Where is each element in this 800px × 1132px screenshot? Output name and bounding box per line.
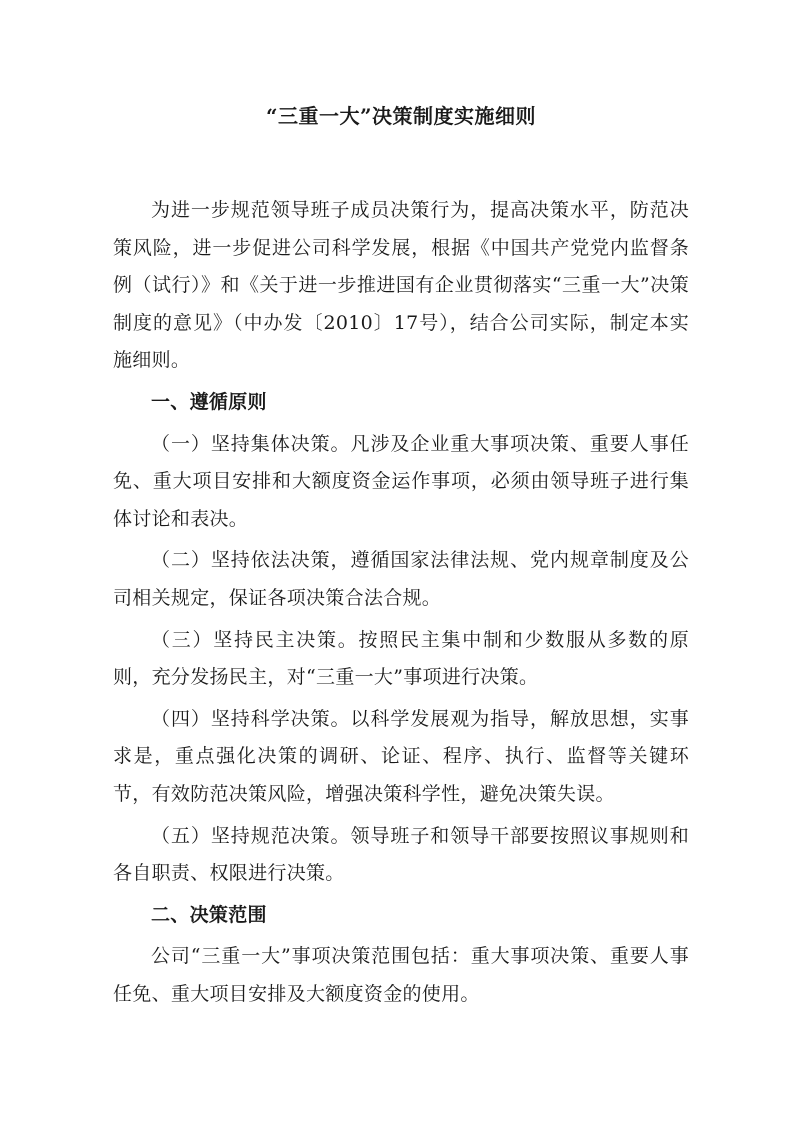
principle-item-3: （三）坚持民主决策。按照民主集中制和少数服从多数的原则，充分发扬民主，对“三重一大”事项进行决策。: [113, 628, 689, 689]
document-title: “三重一大”决策制度实施细则: [265, 104, 536, 128]
section-heading-principles: 一、遵循原则: [151, 390, 267, 413]
intro-paragraph: 为进一步规范领导班子成员决策行为，提高决策水平，防范决策风险，进一步促进公司科学发展，根据《中国共产党党内监督条例（试行）》和《关于进一步推进国有企业贯彻落实“三重一大”决策制度的意见》（中办发〔2010〕17号），结合公司实际，制定本实施细则。: [113, 199, 689, 372]
principle-item-5: （五）坚持规范决策。领导班子和领导干部要按照议事规则和各自职责、权限进行决策。: [113, 824, 689, 885]
principle-item-2: （二）坚持依法决策，遵循国家法律法规、党内规章制度及公司相关规定，保证各项决策合法合规。: [113, 549, 689, 609]
scope-paragraph: 公司“三重一大”事项决策范围包括：重大事项决策、重要人事任免、重大项目安排及大额度资金的使用。: [113, 945, 689, 1005]
document-body: [113, 98, 689, 1017]
principle-item-4: （四）坚持科学决策。以科学发展观为指导，解放思想，实事求是，重点强化决策的调研、论证、程序、执行、监督等关键环节，有效防范决策风险，增强决策科学性，避免决策失误。: [113, 707, 689, 805]
section-heading-scope: 二、决策范围: [151, 903, 267, 926]
principle-item-1: （一）坚持集体决策。凡涉及企业重大事项决策、重要人事任免、重大项目安排和大额度资金运作事项，必须由领导班子进行集体讨论和表决。: [113, 432, 689, 530]
